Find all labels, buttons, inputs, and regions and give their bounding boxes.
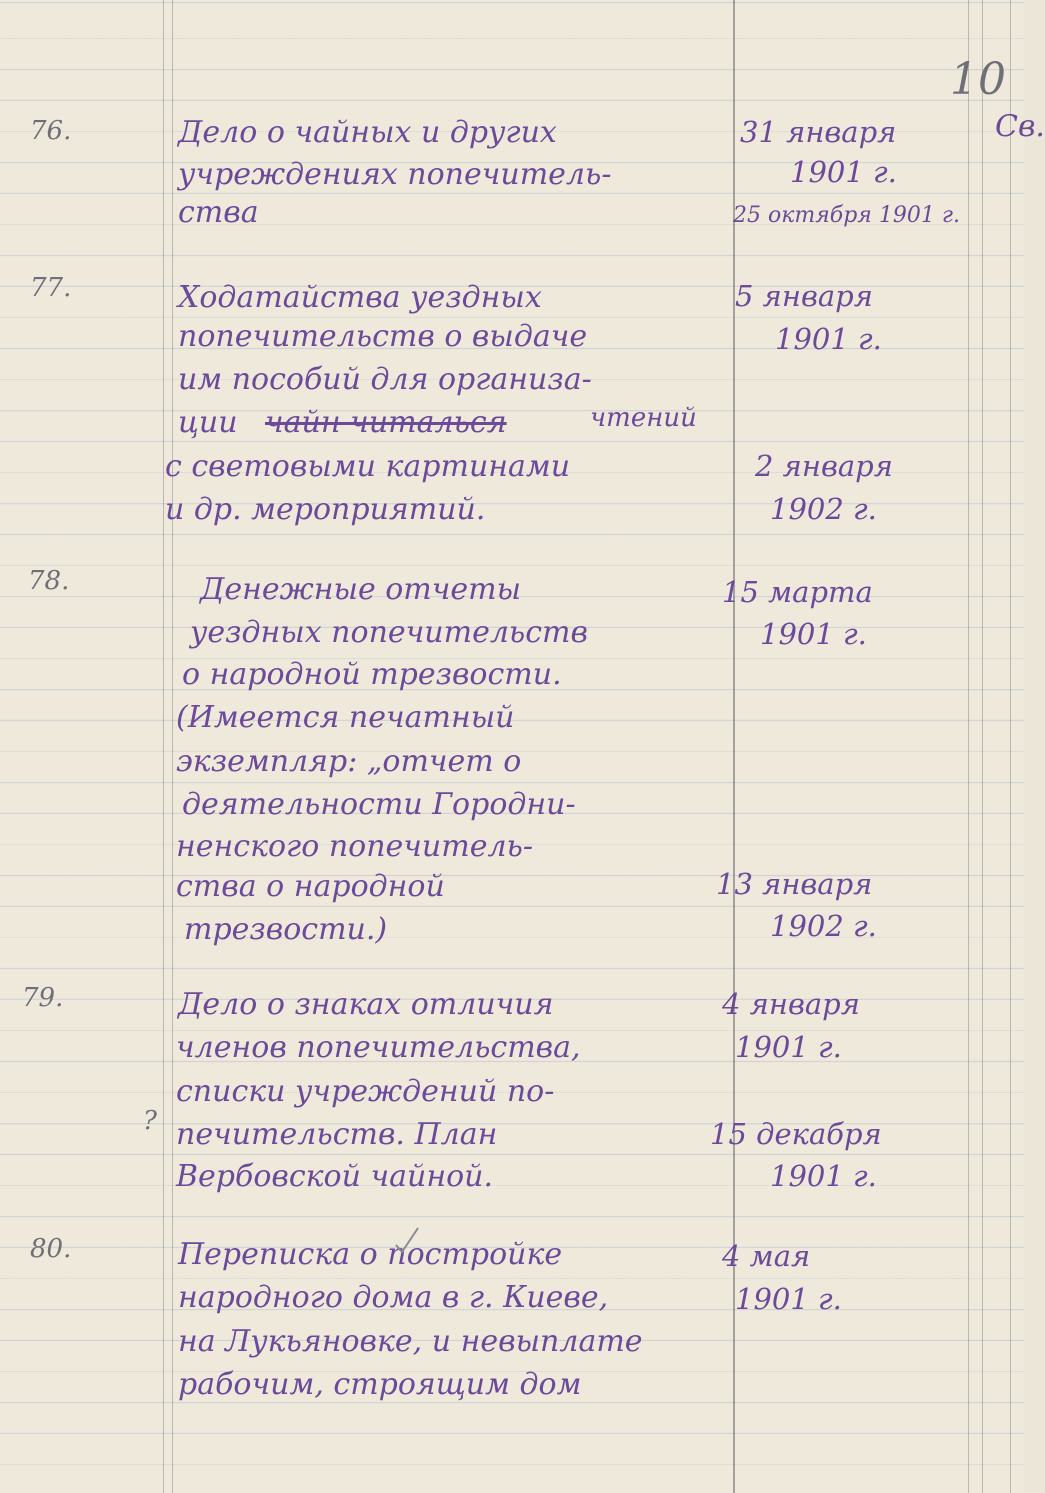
entry-number: 77. <box>30 273 72 303</box>
entry-date: 1901 г. <box>790 155 897 189</box>
entry-text-line: народного дома в г. Киеве, <box>178 1280 609 1315</box>
entry-text-line: деятельности Городни- <box>182 787 576 822</box>
entry-text-line: Вербовской чайной. <box>176 1159 494 1194</box>
entry-number: 79. <box>22 983 64 1013</box>
entry-date: 1901 г. <box>760 617 867 651</box>
entry-text-line: экземпляр: „отчет о <box>176 744 522 779</box>
side-mark: Св. <box>995 109 1045 144</box>
entry-date: 2 января <box>755 449 893 483</box>
entry-text-line: попечительств о выдаче <box>178 319 588 354</box>
entry-text-line: ства <box>178 195 259 230</box>
entry-text-line: ции <box>178 405 238 440</box>
entry-text-line: о народной трезвости. <box>182 657 562 692</box>
margin-rule-edge <box>1010 0 1011 1493</box>
entry-text-insert: чтений <box>590 403 697 433</box>
entry-number: 80. <box>30 1234 72 1264</box>
entry-date: 4 января <box>722 987 860 1021</box>
entry-text-line: Денежные отчеты <box>200 572 522 607</box>
entry-date: 1901 г. <box>735 1282 842 1316</box>
entry-text-line: Дело о знаках отличия <box>178 987 554 1022</box>
struck-text: чайн читалься <box>265 405 507 440</box>
entry-date: 31 января <box>740 115 897 149</box>
entry-text-line: трезвости.) <box>184 912 388 947</box>
entry-text-line: ства о народной <box>176 869 445 904</box>
entry-text-line: Дело о чайных и других <box>178 115 557 150</box>
entry-date: 1901 г. <box>775 322 882 356</box>
entry-date: 25 октября 1901 г. <box>733 203 960 228</box>
entry-date: 13 января <box>716 867 873 901</box>
entry-text-line: списки учреждений по- <box>176 1074 555 1109</box>
entry-text-line: с световыми картинами <box>165 449 571 484</box>
entry-number: 76. <box>30 116 72 146</box>
sheet-number: 10 <box>950 54 1006 105</box>
entry-text-line: уездных попечительств <box>190 615 588 650</box>
entry-text-line: печительств. План <box>176 1117 498 1152</box>
margin-rule-left <box>163 0 164 1493</box>
entry-date: 5 января <box>735 279 873 313</box>
margin-rule-right <box>968 0 969 1493</box>
entry-date: 15 марта <box>722 575 873 609</box>
entry-text-line: членов попечительства, <box>176 1030 581 1065</box>
entry-date: 4 мая <box>722 1239 811 1273</box>
entry-text-line: рабочим, строящим дом <box>178 1367 582 1402</box>
entry-text-line: ненского попечитель- <box>176 829 534 864</box>
entry-date: 1902 г. <box>770 492 877 526</box>
entry-text-line: учреждениях попечитель- <box>178 157 612 192</box>
margin-rule-left-inner <box>172 0 173 1493</box>
entry-date: 15 декабря <box>710 1117 882 1151</box>
entry-text-line: Ходатайства уездных <box>178 280 542 315</box>
entry-date: 1901 г. <box>770 1159 877 1193</box>
entry-text-line: Переписка о постройке <box>178 1237 563 1272</box>
entry-date: 1901 г. <box>735 1030 842 1064</box>
entry-text-line: и др. мероприятий. <box>165 492 486 527</box>
entry-date: 1902 г. <box>770 909 877 943</box>
margin-question-mark: ? <box>143 1106 157 1136</box>
entry-number: 78. <box>28 566 70 596</box>
entry-text-line: (Имеется печатный <box>176 700 515 735</box>
margin-rule-right-inner <box>982 0 983 1493</box>
entry-text-line: на Лукьяновке, и невыплате <box>178 1324 643 1359</box>
entry-text-line: им пособий для организа- <box>178 362 592 397</box>
